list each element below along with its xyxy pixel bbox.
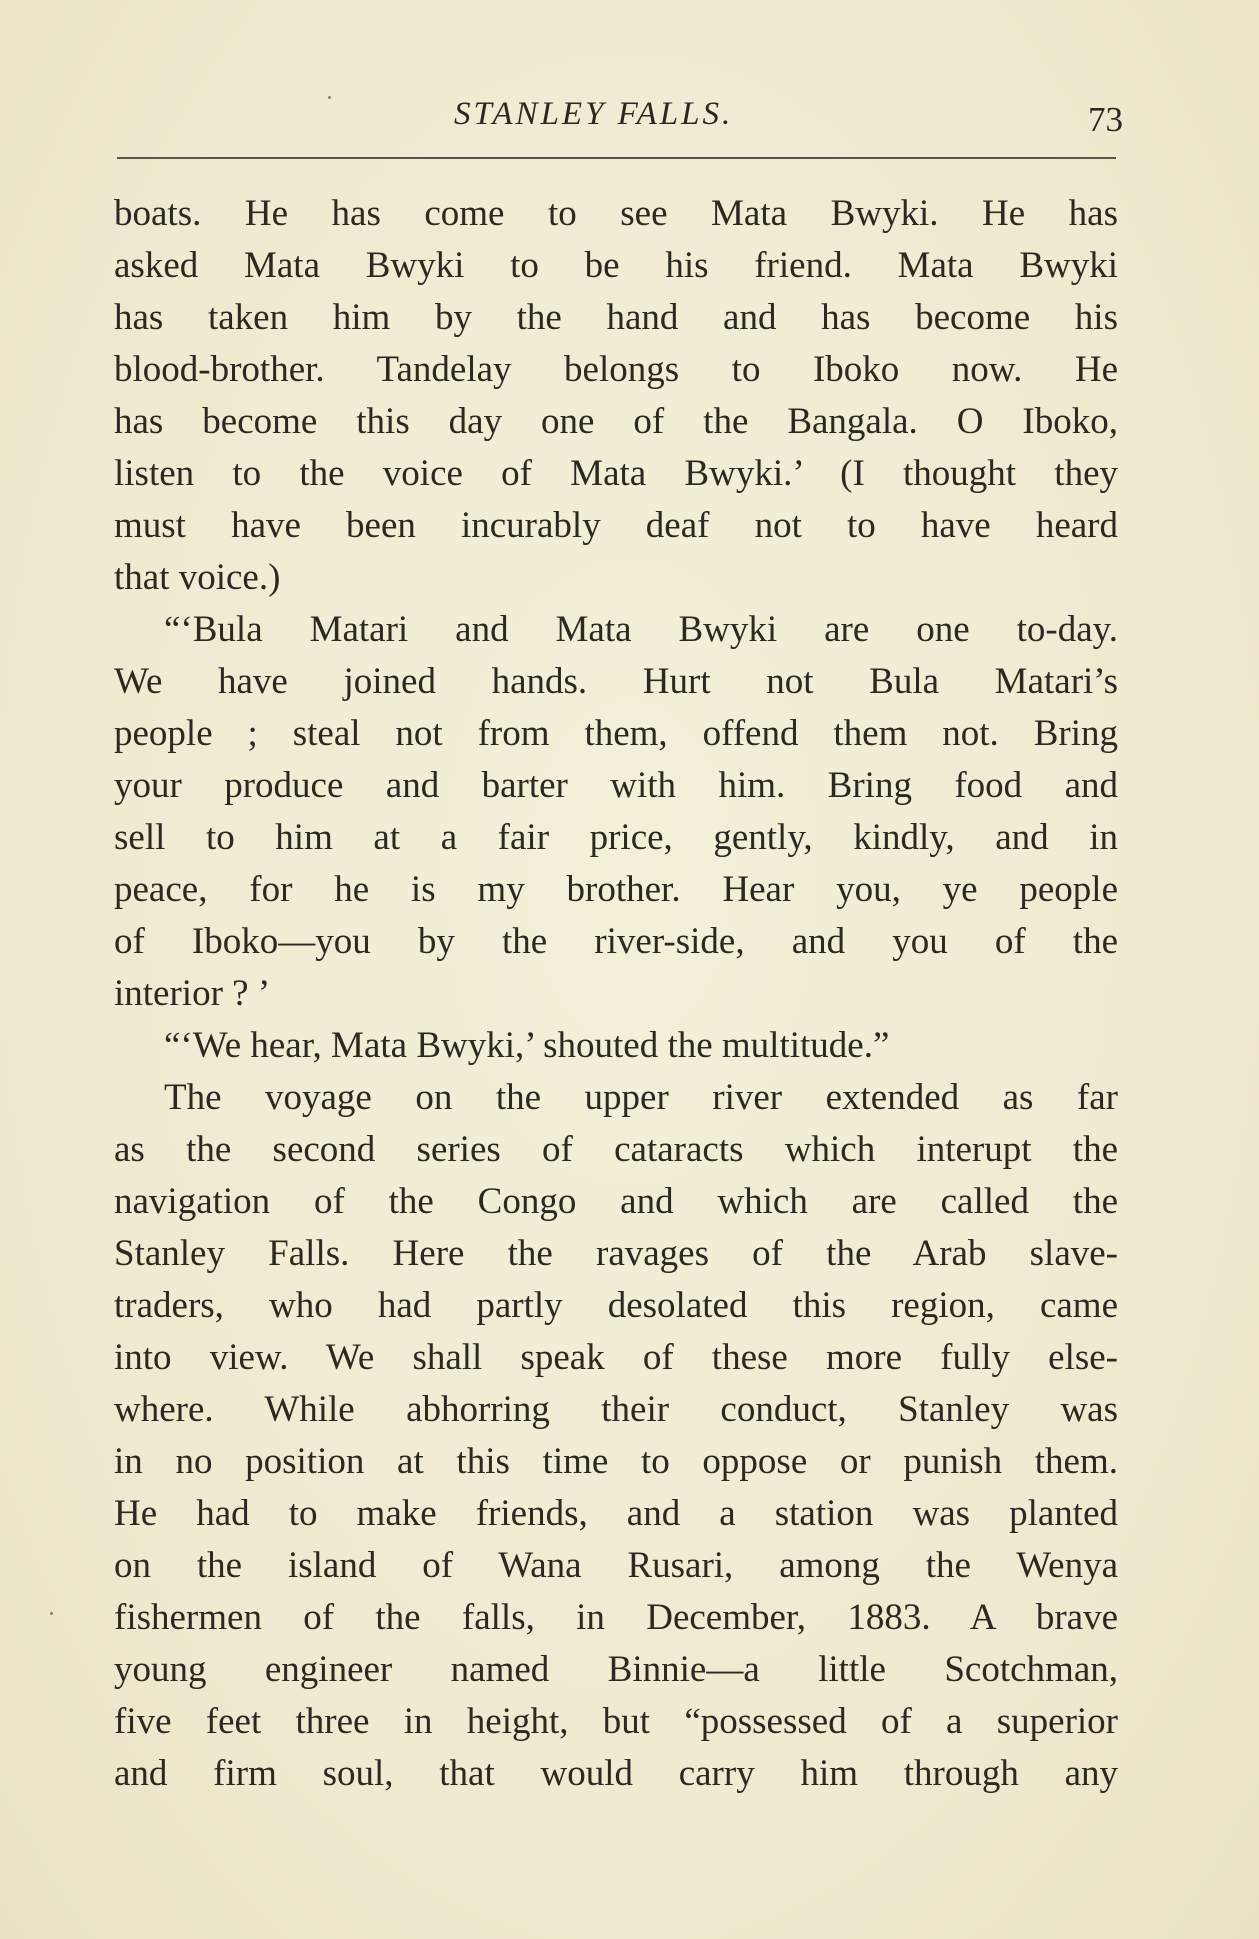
text-line: your produce and barter with him. Bring food and bbox=[114, 765, 1118, 806]
text-line: interior ? ’ bbox=[114, 973, 271, 1014]
text-line: and firm soul, that would carry him through any bbox=[114, 1753, 1118, 1794]
text-line: navigation of the Congo and which are called the bbox=[114, 1181, 1118, 1222]
text-line: five feet three in height, but “possessed of a superior bbox=[114, 1701, 1118, 1742]
text-line: listen to the voice of Mata Bwyki.’ (I thought they bbox=[114, 453, 1118, 494]
page-number: 73 bbox=[1088, 100, 1123, 139]
text-line: must have been incurably deaf not to have heard bbox=[114, 505, 1118, 546]
text-line: “‘Bula Matari and Mata Bwyki are one to-day. bbox=[164, 609, 1118, 650]
text-line: has become this day one of the Bangala. O Iboko, bbox=[114, 401, 1118, 442]
text-line: where. While abhorring their conduct, Stanley was bbox=[114, 1389, 1118, 1430]
text-line: asked Mata Bwyki to be his friend. Mata Bwyki bbox=[114, 245, 1118, 286]
text-line: has taken him by the hand and has become his bbox=[114, 297, 1118, 338]
header-rule bbox=[117, 157, 1116, 159]
paper-speck bbox=[50, 1612, 53, 1615]
text-line: peace, for he is my brother. Hear you, ye people bbox=[114, 869, 1118, 910]
text-line: The voyage on the upper river extended as far bbox=[164, 1077, 1118, 1118]
paper-speck bbox=[328, 96, 331, 99]
text-line: into view. We shall speak of these more fully else- bbox=[114, 1337, 1118, 1378]
text-line: on the island of Wana Rusari, among the Wenya bbox=[114, 1545, 1118, 1586]
text-line: in no position at this time to oppose or punish them. bbox=[114, 1441, 1118, 1482]
running-header bbox=[0, 92, 1259, 142]
text-line: of Iboko—you by the river-side, and you of the bbox=[114, 921, 1118, 962]
text-line: as the second series of cataracts which interupt the bbox=[114, 1129, 1118, 1170]
text-line: blood-brother. Tandelay belongs to Iboko now. He bbox=[114, 349, 1118, 390]
body-text bbox=[114, 188, 1118, 1800]
text-line: fishermen of the falls, in December, 1883. A brave bbox=[114, 1597, 1118, 1638]
text-line: sell to him at a fair price, gently, kindly, and in bbox=[114, 817, 1118, 858]
text-line: “‘We hear, Mata Bwyki,’ shouted the multitude.” bbox=[164, 1025, 890, 1066]
text-line: traders, who had partly desolated this region, came bbox=[114, 1285, 1118, 1326]
text-line: young engineer named Binnie—a little Scotchman, bbox=[114, 1649, 1118, 1690]
text-line: He had to make friends, and a station was planted bbox=[114, 1493, 1118, 1534]
text-line: people ; steal not from them, offend them not. Bring bbox=[114, 713, 1118, 754]
running-title: STANLEY FALLS. bbox=[454, 96, 734, 132]
text-line: boats. He has come to see Mata Bwyki. He has bbox=[114, 193, 1118, 234]
text-line: We have joined hands. Hurt not Bula Matari’s bbox=[114, 661, 1118, 702]
text-line: Stanley Falls. Here the ravages of the Arab slave- bbox=[114, 1233, 1118, 1274]
text-line: that voice.) bbox=[114, 557, 281, 598]
